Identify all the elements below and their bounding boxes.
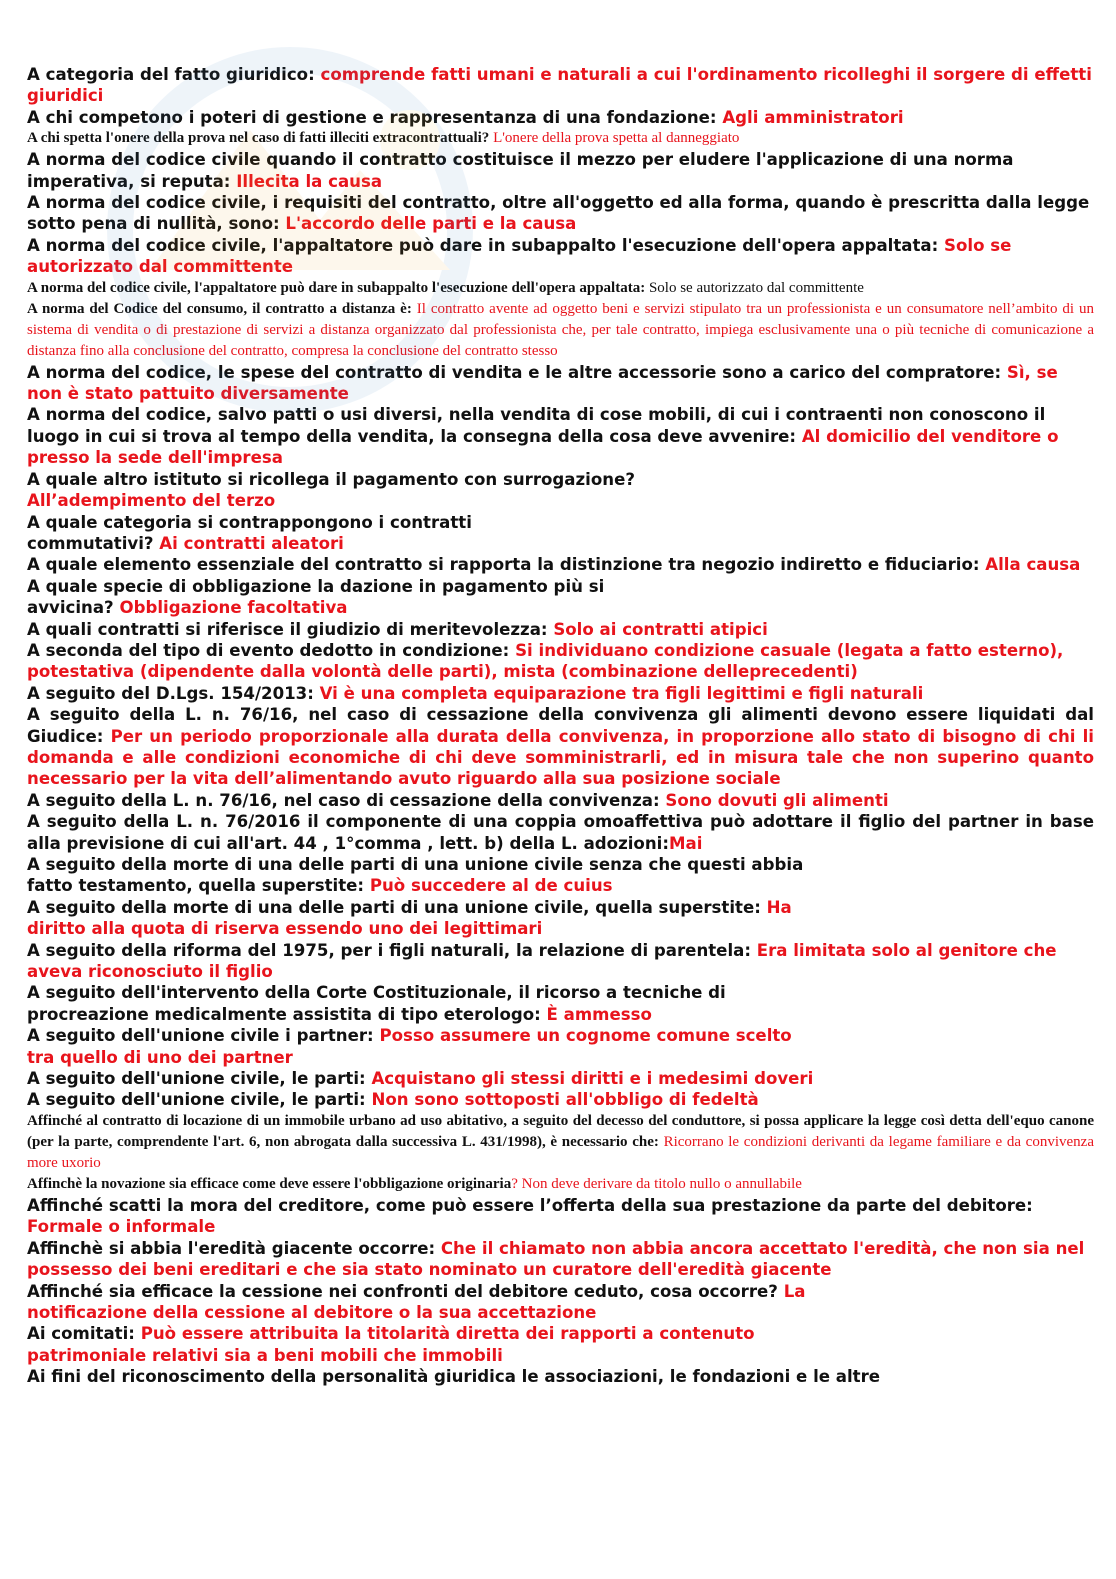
entry-11: [27, 469, 1094, 512]
entry-3: [27, 128, 1094, 149]
entry-30: [27, 1195, 1094, 1238]
entry-23: [27, 940, 1094, 983]
entry-14: [27, 576, 1094, 619]
question: Ai comitati:: [27, 1324, 141, 1344]
question: A norma del codice civile, i requisiti del contratto, oltre all'oggetto ed alla forma, quando è prescritta dalla legge sotto pena di nullità, sono:: [27, 193, 1090, 234]
entry-20: [27, 811, 1094, 854]
question: A seguito del D.Lgs. 154/2013:: [27, 683, 320, 703]
question: A seconda del tipo di evento dedotto in condizione:: [27, 640, 516, 660]
question: A norma del codice civile quando il contratto costituisce il mezzo per eludere l'applicazione di una norma imperativa, si reputa:: [27, 150, 1014, 191]
question: A quale categoria si contrappongono i contratti: [27, 512, 472, 532]
answer-cont: patrimoniale relativi sia a beni mobili che immobili: [27, 1345, 503, 1365]
answer: All’adempimento del terzo: [27, 491, 276, 511]
question: A quale specie di obbligazione la dazione in pagamento più si: [27, 576, 605, 596]
entry-9: [27, 362, 1094, 405]
entry-29: [27, 1174, 1094, 1195]
entry-4: [27, 149, 1094, 192]
answer: Mai: [668, 833, 703, 853]
question: A seguito della L. n. 76/2016 il componente di una coppia omoaffettiva può adottare il figlio del partner in base alla previsione di cui all'art. 44 , 1°comma , lett. b) della L. adozioni:: [27, 812, 1094, 853]
answer: Che il chiamato non abbia ancora accettato l'eredità, che non sia nel possesso dei beni ereditari e che sia stato nominato un curatore dell'eredità giacente: [27, 1238, 1085, 1280]
question-cont: avvicina?: [27, 598, 120, 618]
entry-32: [27, 1281, 1094, 1324]
question: Ai fini del riconoscimento della personalità giuridica le associazioni, le fondazioni e le altre: [27, 1367, 881, 1387]
question: A categoria del fatto giuridico:: [27, 65, 321, 84]
question: A seguito della morte di una delle parti di una unione civile senza che questi abbia: [27, 855, 804, 874]
answer: Formale o informale: [27, 1217, 216, 1237]
entry-10: [27, 404, 1094, 468]
answer: Acquistano gli stessi diritti e i medesimi doveri: [371, 1069, 814, 1089]
entry-5: [27, 192, 1094, 235]
entry-12: [27, 512, 1094, 555]
answer: Può succedere al de cuius: [369, 876, 613, 896]
question: Affinchè si abbia l'eredità giacente occorre:: [27, 1238, 441, 1258]
answer: comprende fatti umani e naturali a cui l'ordinamento ricolleghi il sorgere di effetti giuridici: [27, 65, 1092, 106]
entry-1: [27, 64, 1094, 107]
question-cont: fatto testamento, quella superstite:: [27, 876, 370, 896]
answer: Agli amministratori: [722, 107, 904, 127]
answer: Si individuano condizione casuale (legata a fatto esterno), potestativa (dipendente dalla volontà delle parti), mista (combinazione delleprecedenti): [27, 640, 1064, 682]
entry-27: [27, 1089, 1094, 1110]
answer-cont: tra quello di uno dei partner: [27, 1047, 293, 1067]
answer: Il contratto avente ad oggetto beni e servizi stipulato tra un professionista e un consumatore nell’ambito di un sistema di vendita o di prestazione di servizi a distanza organizzato dal professionista che, per tale contratto, impiega esclusivamente una o più tecniche di comunicazione a distanza fino alla conclusione del contratto, compresa la conclusione del contratto stesso: [27, 300, 1095, 359]
answer: Sono dovuti gli alimenti: [665, 790, 889, 810]
entry-28: [27, 1111, 1094, 1174]
entry-15: [27, 619, 1094, 640]
question: A norma del codice civile, l'appaltatore può dare in subappalto l'esecuzione dell'opera appaltata:: [27, 235, 945, 255]
entry-18: [27, 704, 1094, 790]
question: A seguito dell'unione civile i partner:: [27, 1026, 380, 1046]
entry-26: [27, 1068, 1094, 1089]
answer: Non sono sottoposti all'obbligo di fedeltà: [371, 1090, 759, 1110]
answer: L'onere della prova spetta al danneggiato: [493, 130, 740, 147]
question: A chi spetta l'onere della prova nel caso di fatti illeciti extracontrattuali?: [27, 130, 494, 147]
entry-24: [27, 982, 1094, 1025]
entry-16: [27, 640, 1094, 683]
answer: Vi è una completa equiparazione tra figli legittimi e figli naturali: [319, 683, 924, 703]
answer-cont: diritto alla quota di riserva essendo uno dei legittimari: [27, 919, 543, 939]
question: A norma del codice, le spese del contratto di vendita e le altre accessorie sono a carico del compratore:: [27, 362, 1007, 382]
question: Affinché al contratto di locazione di un immobile urbano ad uso abitativo, a seguito del decesso del conduttore, si possa applicare la legge così detta dell'equo canone (per la parte, comprendente l'art. 6, non abrogata dalla successiva L. 431/1998), è necessario che:: [27, 1112, 1094, 1150]
entry-31: [27, 1238, 1094, 1281]
answer: Al domicilio del venditore o presso la sede dell'impresa: [27, 426, 1059, 468]
question: A seguito dell'intervento della Corte Costituzionale, il ricorso a tecniche di: [27, 983, 726, 1003]
question: A norma del codice, salvo patti o usi diversi, nella vendita di cose mobili, di cui i contraenti non conoscono il luogo in cui si trova al tempo della vendita, la consegna della cosa deve avvenire:: [27, 405, 1046, 446]
answer: Ai contratti aleatori: [159, 533, 344, 553]
answer: L'accordo delle parti e la causa: [285, 214, 577, 234]
answer: Sì, se non è stato pattuito diversamente: [27, 362, 1058, 404]
question: A seguito della L. n. 76/16, nel caso di cessazione della convivenza gli alimenti devono essere liquidati dal Giudice:: [27, 705, 1094, 746]
answer: Alla causa: [985, 555, 1081, 575]
entry-19: [27, 790, 1094, 811]
question: A quale altro istituto si ricollega il pagamento con surrogazione?: [27, 469, 635, 489]
answer: Obbligazione facoltativa: [119, 598, 348, 618]
answer: Ha: [766, 897, 792, 917]
question: A quali contratti si riferisce il giudizio di meritevolezza:: [27, 619, 554, 639]
question: A quale elemento essenziale del contratto si rapporta la distinzione tra negozio indiretto e fiduciario:: [27, 555, 986, 575]
entry-21: [27, 854, 1094, 897]
entry-34: [27, 1366, 1094, 1387]
question: A seguito dell'unione civile, le parti:: [27, 1090, 372, 1110]
question: A norma del Codice del consumo, il contratto a distanza è:: [27, 300, 417, 317]
question: A seguito dell'unione civile, le parti:: [27, 1069, 372, 1089]
answer: La: [783, 1281, 806, 1301]
answer: È ammesso: [546, 1004, 652, 1024]
entry-8: [27, 299, 1094, 362]
entry-6: [27, 235, 1094, 278]
entry-7: [27, 278, 1094, 299]
question: A seguito della morte di una delle parti di una unione civile, quella superstite:: [27, 897, 767, 917]
answer: Ricorrano le condizioni derivanti da legame familiare e da convivenza more uxorio: [27, 1133, 1094, 1171]
entry-33: [27, 1323, 1094, 1366]
question: A chi competono i poteri di gestione e rappresentanza di una fondazione:: [27, 107, 723, 127]
answer: Illecita la causa: [236, 171, 383, 191]
answer: Solo se autorizzato dal committente: [27, 235, 1012, 277]
answer: Per un periodo proporzionale alla durata della convivenza, in proporzione allo stato di bisogno di chi li domanda e alle condizioni economiche di chi deve somministrarli, ed in misura tale che non superino quanto necessario per la vita dell’alimentando avuto riguardo alla sua posizione sociale: [27, 726, 1094, 789]
entry-22: [27, 897, 1094, 940]
entry-25: [27, 1025, 1094, 1068]
question: Affinché sia efficace la cessione nei confronti del debitore ceduto, cosa occorre?: [27, 1281, 784, 1301]
entry-13: [27, 554, 1094, 575]
answer-cont: notificazione della cessione al debitore o la sua accettazione: [27, 1302, 597, 1322]
answer: Posso assumere un cognome comune scelto: [379, 1026, 792, 1046]
answer: Era limitata solo al genitore che aveva riconosciuto il figlio: [27, 940, 1057, 982]
answer: Solo ai contratti atipici: [553, 619, 768, 639]
question: A seguito della riforma del 1975, per i figli naturali, la relazione di parentela:: [27, 940, 757, 960]
question: A seguito della L. n. 76/16, nel caso di cessazione della convivenza:: [27, 790, 666, 810]
question-cont: commutativi?: [27, 533, 160, 553]
entry-17: [27, 683, 1094, 704]
answer: Può essere attribuita la titolarità diretta dei rapporti a contenuto: [140, 1324, 755, 1344]
answer: Solo se autorizzato dal committente: [648, 279, 864, 296]
question-cont: procreazione medicalmente assistita di tipo eterologo:: [27, 1004, 547, 1024]
question: A norma del codice civile, l'appaltatore può dare in subappalto l'esecuzione dell'opera appaltata:: [27, 279, 649, 296]
entry-2: [27, 107, 1094, 128]
question: Affinché scatti la mora del creditore, come può essere l’offerta della sua prestazione da parte del debitore:: [27, 1195, 1033, 1215]
answer: ? Non deve derivare da titolo nullo o annullabile: [511, 1175, 802, 1192]
question: Affinchè la novazione sia efficace come deve essere l'obbligazione originaria: [27, 1175, 512, 1192]
